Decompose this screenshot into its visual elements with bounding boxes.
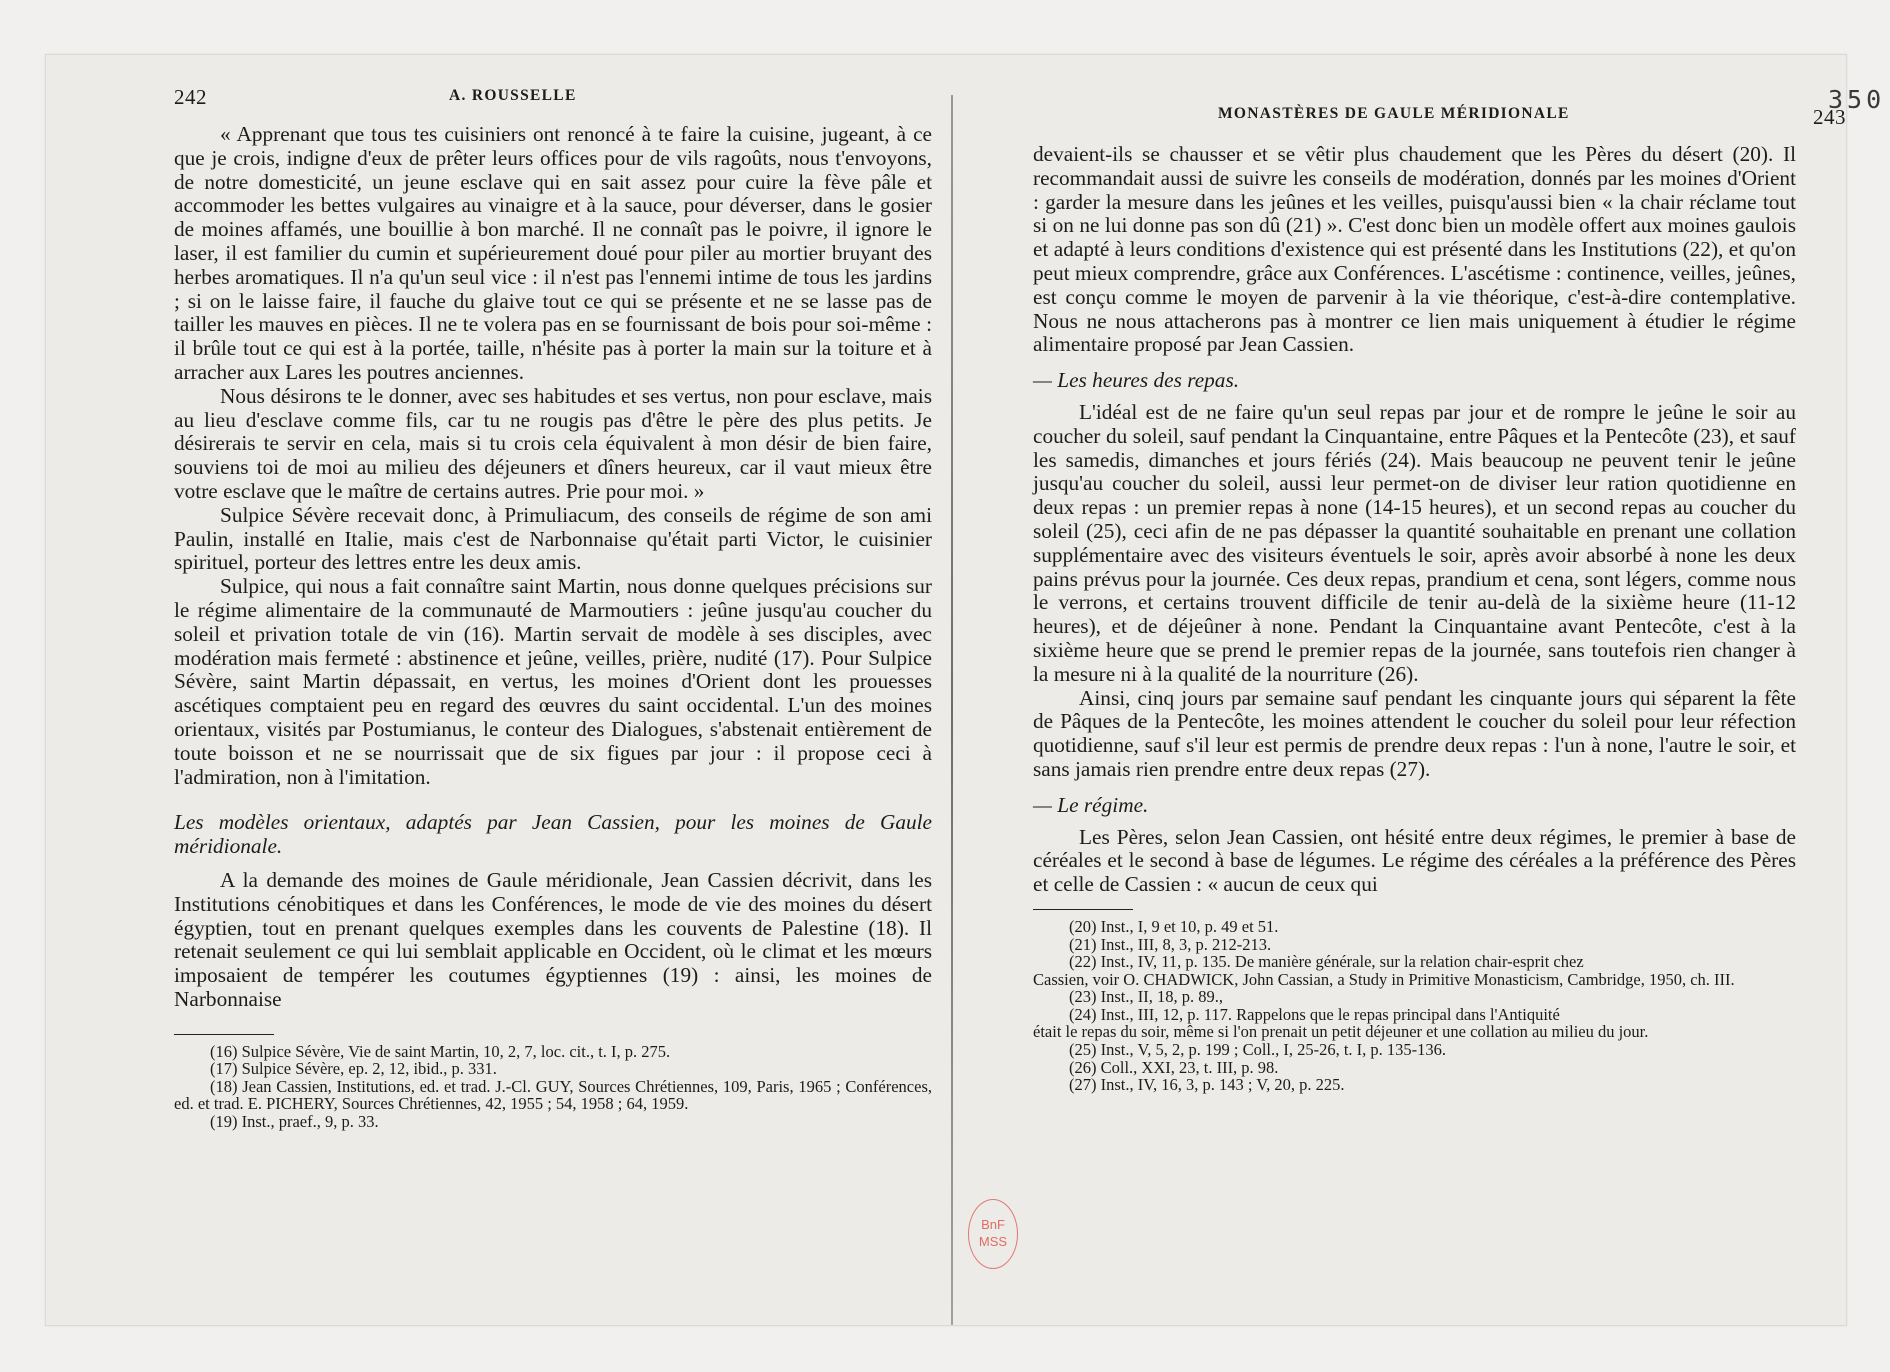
- footnote: (24) Inst., III, 12, p. 117. Rappelons que le repas principal dans l'Antiquité: [1069, 1004, 1560, 1024]
- right-page-number: 243: [1813, 105, 1846, 129]
- footnote-continuation: était le repas du soir, même si l'on prenait un petit déjeuner et une collation au milieu du jour.: [1033, 1022, 1649, 1042]
- footnote: (20) Inst., I, 9 et 10, p. 49 et 51.: [1069, 916, 1279, 936]
- footnote: (18) Jean Cassien, Institutions, ed. et trad. J.-Cl. GUY, Sources Chrétiennes, 109, Paris, 1965 ; Conférences, ed. et trad. E. PICHERY, Sources Chrétiennes, 42, 1955 ; 54, 1958 ; 64, 1959.: [174, 1076, 932, 1114]
- left-paragraph: Sulpice, qui nous a fait connaître saint Martin, nous donne quelques précisions sur le régime alimentaire de la communauté de Marmoutiers : jeûne jusqu'au coucher du soleil et privation totale de vin (16). Martin servait de modèle à ses disciples, avec modération mais fermeté : abstinence et jeûne, veilles, prière, nudité (17). Pour Sulpice Sévère, saint Martin dépassait, en vertus, les moines d'Orient dont les prouesses ascétiques comptaient peu en regard des œuvres du saint occidental. L'un des moines orientaux, visités par Postumianus, le conteur des Dialogues, s'abstenait entièrement de toute boisson et ne se nourrissait que de six figues par jour : il propose ceci à l'admiration, non à l'imitation.: [174, 574, 932, 789]
- footnote: (17) Sulpice Sévère, ep. 2, 12, ibid., p. 331.: [210, 1059, 497, 1079]
- right-footnotes: [1033, 918, 1796, 1094]
- stamp-line: MSS: [978, 1234, 1008, 1249]
- left-paragraph: Nous désirons te le donner, avec ses habitudes et ses vertus, non pour esclave, mais au lieu d'esclave comme fils, car tu ne rougis pas d'être le père des plus petits. Je désirerais te servir en cela, mais si tu crois cela équivalent à mon désir de bien faire, souviens toi de moi au milieu des déjeuners et dîners heureux, car il vaut mieux être votre esclave que le maître de certains autres. Prie pour moi. »: [174, 383, 932, 503]
- footnote-continuation: Cassien, voir O. CHADWICK, John Cassian, a Study in Primitive Monasticism, Cambridge, 1950, ch. III.: [1033, 969, 1735, 989]
- archive-stamp-number: 350: [1828, 85, 1886, 114]
- left-page-number: 242: [174, 85, 207, 109]
- footnote: (27) Inst., IV, 16, 3, p. 143 ; V, 20, p. 225.: [1069, 1075, 1345, 1095]
- right-body: [1033, 143, 1796, 1094]
- stamp-line: BnF: [981, 1217, 1005, 1232]
- section-heading: Les modèles orientaux, adaptés par Jean Cassien, pour les moines de Gaule méridionale.: [174, 810, 932, 859]
- footnote: (16) Sulpice Sévère, Vie de saint Martin, 10, 2, 7, loc. cit., t. I, p. 275.: [210, 1041, 671, 1061]
- right-running-head: [1033, 85, 1846, 129]
- right-paragraph: devaient-ils se chausser et se vêtir plus chaudement que les Pères du désert (20). Il recommandait aussi de suivre les conseils de modération, donnés par les moines d'Orient : garder la mesure dans les jeûnes et les veilles, puisqu'aussi bien « la chair réclame tout si on ne lui donne pas son dû (21) ». C'est donc bien un modèle offert aux moines gaulois et adapté à leurs conditions d'existence qui est présenté dans les Institutions (22), et qu'on peut mieux comprendre, grâce aux Conférences. L'ascétisme : continence, veilles, jeûnes, est conçu comme le moyen de parvenir à la vie théorique, c'est-à-dire contemplative. Nous ne nous attacherons pas à montrer ce lien mais uniquement à étudier le régime alimentaire proposé par Jean Cassien.: [1033, 142, 1796, 357]
- footnote-rule: [1033, 909, 1133, 910]
- footnote: (22) Inst., IV, 11, p. 135. De manière générale, sur la relation chair-esprit chez: [1069, 952, 1584, 972]
- footnote: (25) Inst., V, 5, 2, p. 199 ; Coll., I, 25-26, t. I, p. 135-136.: [1069, 1040, 1447, 1060]
- right-running-title: MONASTÈRES DE GAULE MÉRIDIONALE: [1218, 105, 1570, 122]
- left-paragraph: « Apprenant que tous tes cuisiniers ont renoncé à te faire la cuisine, jugeant, à ce que je crois, indigne d'eux de prêter leurs offices pour de vils ragoûts, nous t'envoyons, de notre domesticité, un jeune esclave qui en sait assez pour cuire la fève pâle et accommoder les bettes vulgaires au vinaigre et à la sauce, pour déverser, dans le gosier de moines affamés, une bouillie à bon marché. Il ne connaît pas le poivre, il ignore le laser, il est familier du cumin et supérieurement doué pour piler au mortier bruyant des herbes aromatiques. Il n'a qu'un seul vice : il n'est pas l'ennemi intime de tous les jardins ; si on le laisse faire, il fauche du glaive tout ce qui se présente et ne se lasse pas de tailler les mauves en pièces. Il ne te volera pas en se fournissant de bois pour soi-même : il brûle tout ce qui est à la portée, taille, n'hésite pas à porter la main sur la toiture et à arracher aux Lares les poutres anciennes.: [174, 122, 932, 384]
- left-running-title: A. ROUSSELLE: [449, 87, 577, 104]
- right-paragraph: Les Pères, selon Jean Cassien, ont hésité entre deux régimes, le premier à base de céréales et le second à base de légumes. Le régime des céréales a la préférence des Pères et celle de Cassien : « aucun de ceux qui: [1033, 824, 1796, 897]
- left-paragraph: Sulpice Sévère recevait donc, à Primuliacum, des conseils de régime de son ami Paulin, installé en Italie, mais c'est de Narbonnaise qu'était parti Victor, le cuisinier spirituel, porteur des lettres entre les deux amis.: [174, 502, 932, 575]
- left-body: [174, 123, 932, 1131]
- bnf-library-stamp: [968, 1199, 1018, 1269]
- footnote: (19) Inst., praef., 9, p. 33.: [210, 1112, 379, 1132]
- left-running-head: [174, 85, 932, 117]
- left-paragraph: A la demande des moines de Gaule méridionale, Jean Cassien décrivit, dans les Institutions cénobitiques et dans les Conférences, le mode de vie des moines du désert égyptien, tout en prenant quelques exemples dans les couvents de Palestine (18). Il retenait seulement ce qui lui semblait applicable en Occident, où le climat et les mœurs imposaient de tempérer les coutumes égyptiennes (19) : ainsi, les moines de Narbonnaise: [174, 867, 932, 1011]
- right-paragraph: Ainsi, cinq jours par semaine sauf pendant les cinquante jours qui séparent la fête de Pâques de la Pentecôte, les moines attendent le coucher du soleil pour leur réfection quotidienne, sauf s'il leur est permis de prendre deux repas : l'un à none, l'autre le soir, et sans jamais rien prendre entre deux repas (27).: [1033, 685, 1796, 781]
- right-paragraph: L'idéal est de ne faire qu'un seul repas par jour et de rompre le jeûne le soir au coucher du soleil, sauf pendant la Cinquantaine, entre Pâques et la Pentecôte (23), et sauf les samedis, dimanches et jours fériés (24). Mais beaucoup ne peuvent tenir le jeûne jusqu'au coucher du soleil, aussi leur permet-on de diviser leur ration quotidienne en deux repas : un premier repas à none (14-15 heures), et un second repas au coucher du soleil (25), ceci afin de ne pas dépasser la quantité souhaitable en prenant une collation supplémentaire avec des visiteurs éventuels le soir, après avoir absorbé à none les deux pains prévus pour la journée. Ces deux repas, prandium et cena, sont légers, comme nous le verrons, et certains trouvent difficile de tenir au-delà de la sixième heure (11-12 heures), et de déjeûner à none. Pendant la Cinquantaine avant Pentecôte, c'est à la sixième heure que se prend le premier repas de la journée, sans toutefois rien changer à la mesure ni à la qualité de la nourriture (26).: [1033, 399, 1796, 686]
- scanned-sheet: [45, 54, 1886, 1326]
- footnote: (26) Coll., XXI, 23, t. III, p. 98.: [1069, 1057, 1279, 1077]
- left-footnotes: [174, 1043, 932, 1131]
- page-fold-line: [951, 95, 953, 1325]
- footnote-rule: [174, 1034, 274, 1035]
- footnote: (21) Inst., III, 8, 3, p. 212-213.: [1069, 934, 1272, 954]
- subheading: — Les heures des repas.: [1033, 368, 1240, 393]
- subheading: — Le régime.: [1033, 792, 1149, 817]
- footnote: (23) Inst., II, 18, p. 89.,: [1069, 987, 1223, 1007]
